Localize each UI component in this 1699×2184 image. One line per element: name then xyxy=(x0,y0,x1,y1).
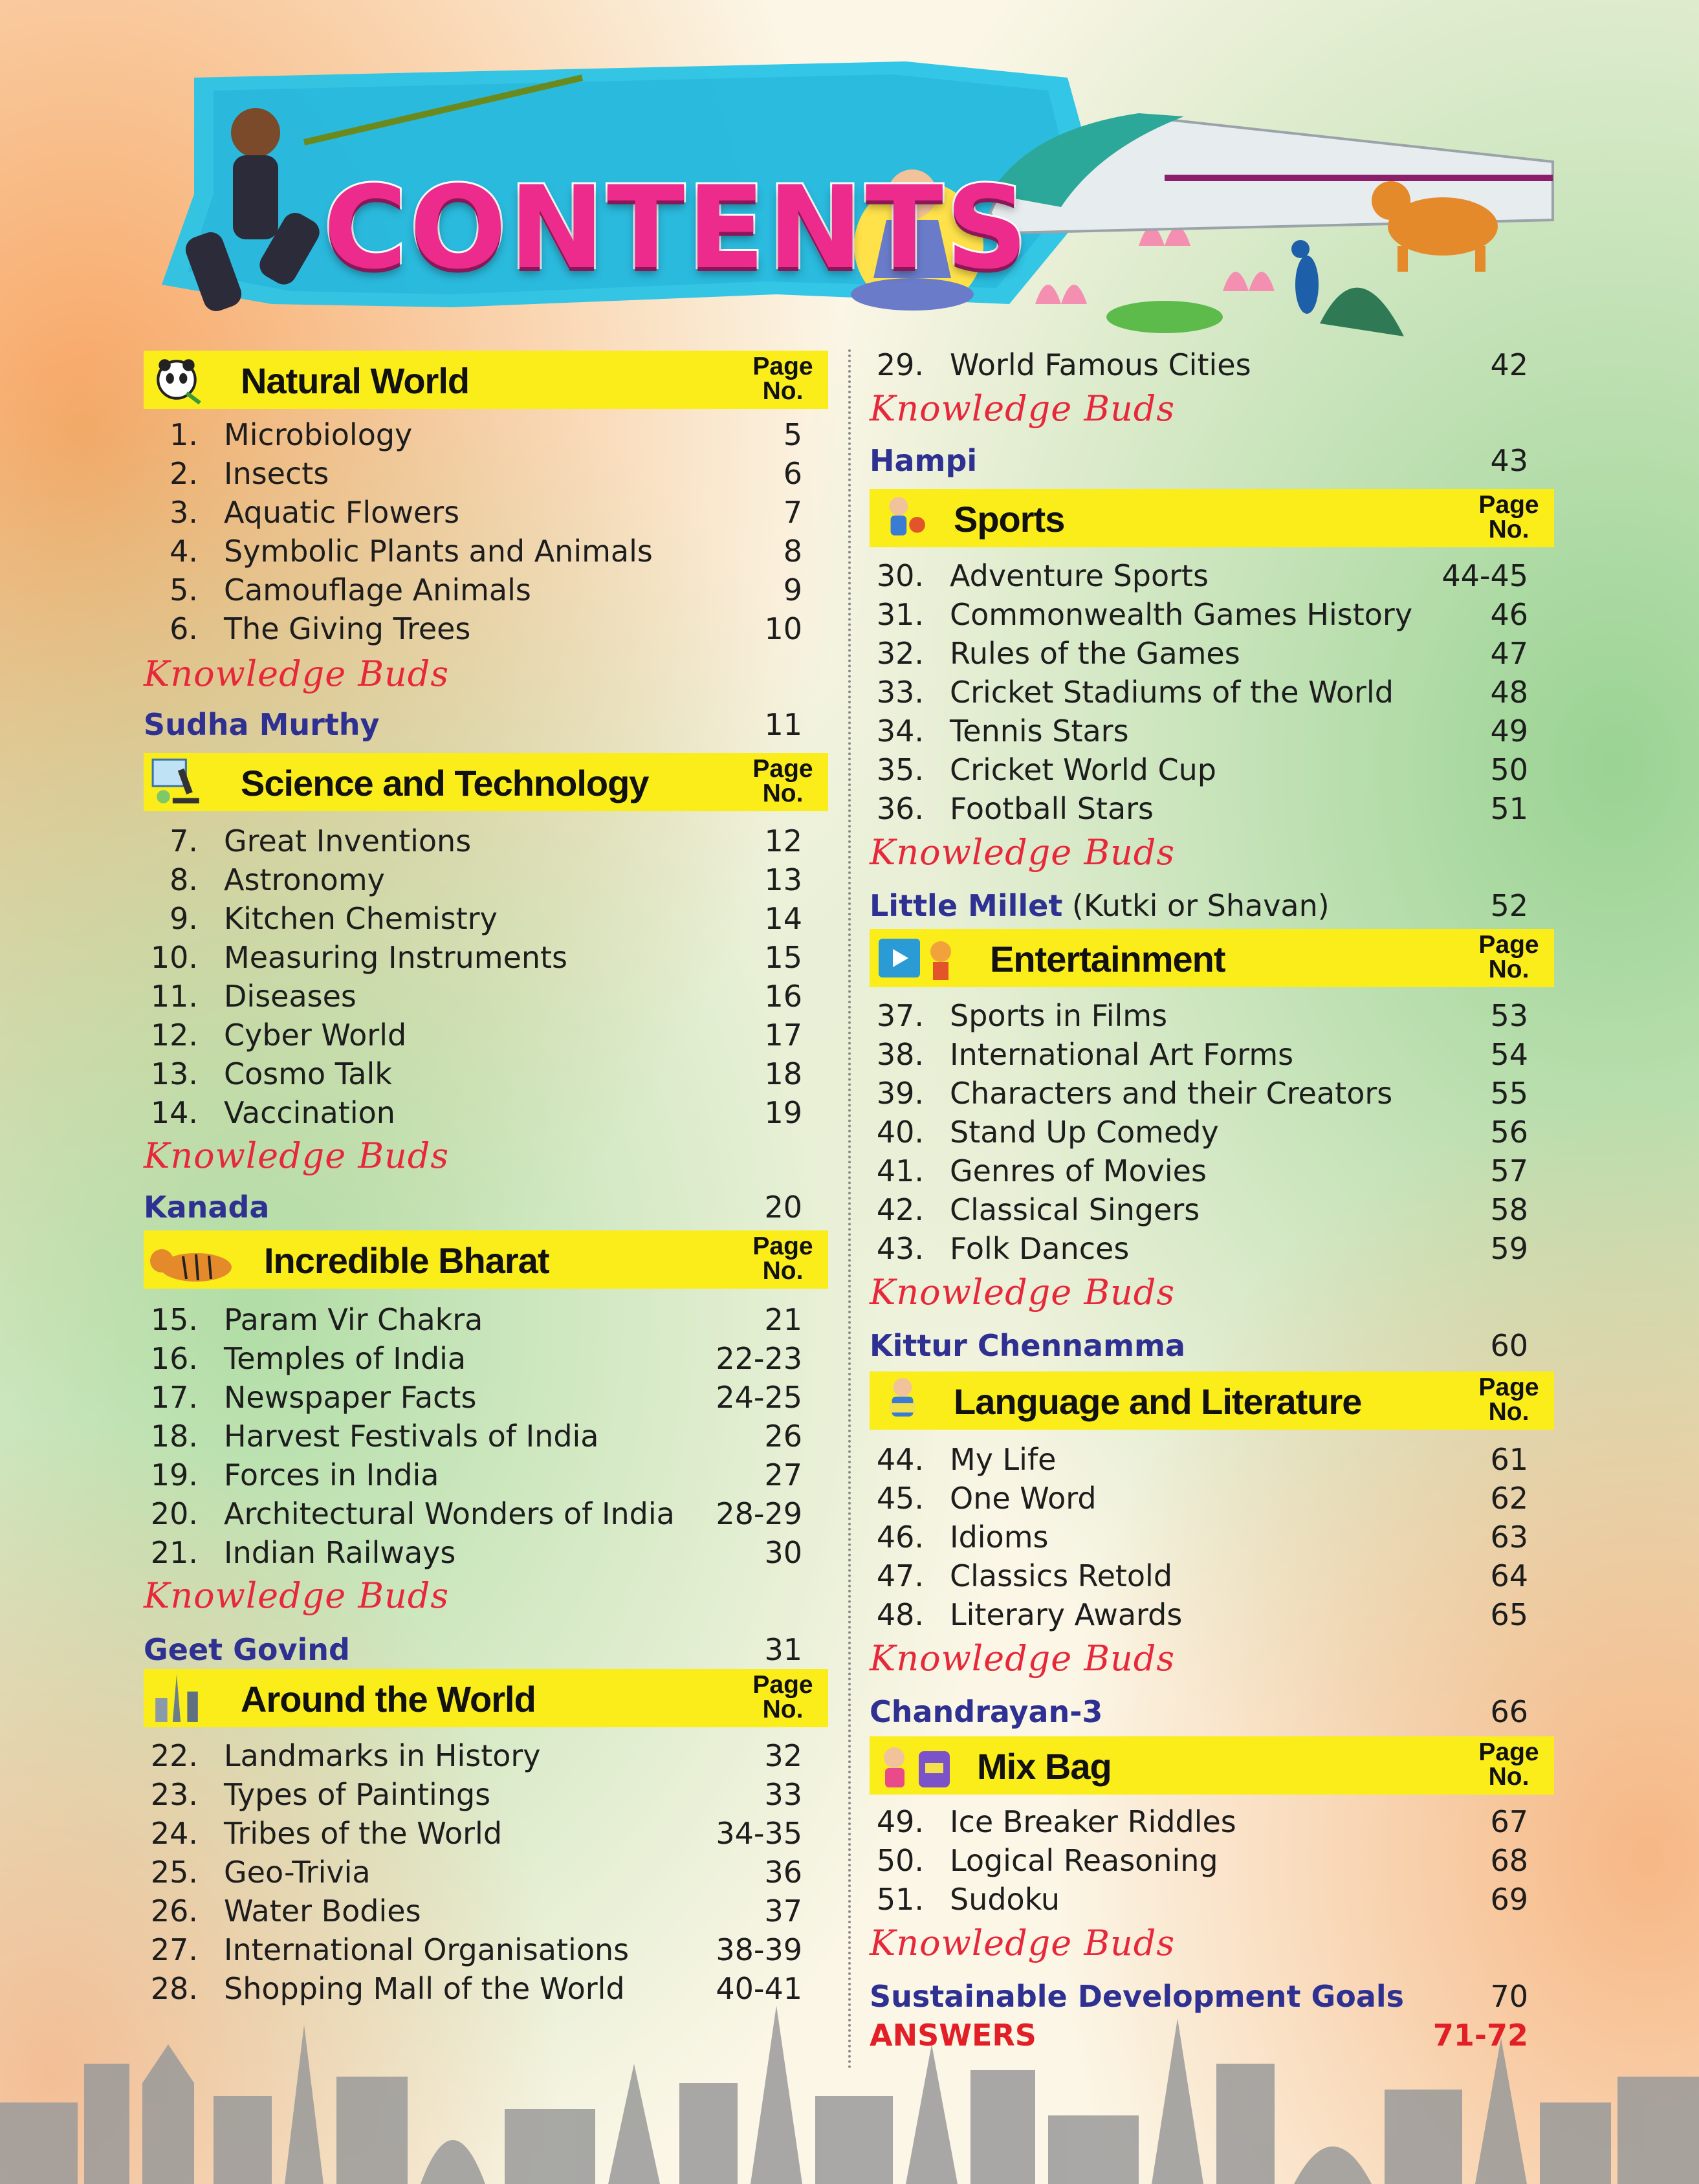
knowledge-buds-entry[interactable]: Chandrayan-3 66 xyxy=(870,1694,1528,1729)
knowledge-buds-entry[interactable]: Kittur Chennamma 60 xyxy=(870,1328,1528,1363)
column-divider xyxy=(848,349,851,2070)
toc-entry[interactable]: 24. Tribes of the World 34-35 xyxy=(150,1816,802,1851)
toc-entry[interactable]: 31. Commonwealth Games History 46 xyxy=(876,597,1528,632)
toc-entry[interactable]: 10. Measuring Instruments 15 xyxy=(150,940,802,975)
knowledge-buds-label: Knowledge Buds xyxy=(144,1575,450,1616)
toc-entry[interactable]: 12. Cyber World 17 xyxy=(150,1018,802,1053)
reading-kid-icon xyxy=(876,1374,929,1427)
toc-entry[interactable]: 28. Shopping Mall of the World 40-41 xyxy=(150,1971,802,2006)
toc-entry[interactable]: 15. Param Vir Chakra 21 xyxy=(150,1302,802,1337)
page-no-label: Page No. xyxy=(752,353,813,405)
knowledge-buds-entry[interactable]: Geet Govind 31 xyxy=(144,1632,802,1667)
toc-entry[interactable]: 16. Temples of India 22-23 xyxy=(150,1341,802,1376)
toc-entry[interactable]: 26. Water Bodies 37 xyxy=(150,1894,802,1928)
toc-entry[interactable]: 37. Sports in Films 53 xyxy=(876,998,1528,1033)
toc-entry[interactable]: 18. Harvest Festivals of India 26 xyxy=(150,1419,802,1454)
toc-entry[interactable]: 6. The Giving Trees 10 xyxy=(170,611,802,646)
lotus-pond xyxy=(1035,226,1275,333)
toc-entry[interactable]: 39. Characters and their Creators 55 xyxy=(876,1076,1528,1111)
knowledge-buds-label: Knowledge Buds xyxy=(144,1135,450,1176)
page-no-label: Page No. xyxy=(1478,931,1539,983)
knowledge-buds-entry[interactable]: Sudha Murthy 11 xyxy=(144,707,802,742)
section-header-natural-world xyxy=(144,351,828,409)
knowledge-buds-label: Knowledge Buds xyxy=(870,1272,1176,1313)
knowledge-buds-label: Knowledge Buds xyxy=(870,1923,1176,1963)
toc-entry[interactable]: 13. Cosmo Talk 18 xyxy=(150,1056,802,1091)
knowledge-buds-label: Knowledge Buds xyxy=(870,388,1176,429)
toc-entry[interactable]: 25. Geo-Trivia 36 xyxy=(150,1855,802,1890)
contents-header xyxy=(0,0,1699,349)
toc-entry[interactable]: 44. My Life 61 xyxy=(876,1442,1528,1477)
schoolbag-icon xyxy=(876,1739,967,1792)
toc-entry[interactable]: 42. Classical Singers 58 xyxy=(876,1192,1528,1227)
section-title: Incredible Bharat xyxy=(264,1240,549,1281)
tiger-icon xyxy=(148,1233,238,1286)
page-no-label: Page No. xyxy=(752,755,813,807)
section-header-language-literature xyxy=(870,1371,1554,1430)
microscope-icon xyxy=(150,756,203,809)
section-title: Entertainment xyxy=(990,939,1225,979)
section-title: Language and Literature xyxy=(954,1381,1362,1422)
toc-entry[interactable]: 33. Cricket Stadiums of the World 48 xyxy=(876,675,1528,710)
page-no-label: Page No. xyxy=(1478,1738,1539,1791)
knowledge-buds-entry[interactable]: Sustainable Development Goals 70 xyxy=(870,1979,1528,2014)
section-header-science-technology xyxy=(144,753,828,811)
page-no-label: Page No. xyxy=(752,1671,813,1723)
section-header-around-the-world xyxy=(144,1669,828,1727)
toc-entry[interactable]: 38. International Art Forms 54 xyxy=(876,1037,1528,1072)
toc-entry[interactable]: 9. Kitchen Chemistry 14 xyxy=(170,901,802,936)
knowledge-buds-entry[interactable]: Little Millet (Kutki or Shavan) 52 xyxy=(870,888,1528,923)
toc-entry[interactable]: 3. Aquatic Flowers 7 xyxy=(170,495,802,530)
knowledge-buds-label: Knowledge Buds xyxy=(870,832,1176,873)
toc-entry[interactable]: 23. Types of Paintings 33 xyxy=(150,1777,802,1812)
film-reel-icon xyxy=(876,932,967,985)
toc-entry[interactable]: 51. Sudoku 69 xyxy=(876,1882,1528,1917)
toc-entry[interactable]: 22. Landmarks in History 32 xyxy=(150,1738,802,1773)
toc-entry[interactable]: 14. Vaccination 19 xyxy=(150,1095,802,1130)
peacock xyxy=(1291,240,1404,336)
page-no-label: Page No. xyxy=(752,1232,813,1285)
toc-entry[interactable]: 4. Symbolic Plants and Animals 8 xyxy=(170,534,802,569)
toc-entry[interactable]: 35. Cricket World Cup 50 xyxy=(876,752,1528,787)
toc-entry[interactable]: 45. One Word 62 xyxy=(876,1481,1528,1516)
knowledge-buds-label: Knowledge Buds xyxy=(870,1638,1176,1679)
toc-entry[interactable]: 21. Indian Railways 30 xyxy=(150,1535,802,1570)
toc-entry[interactable]: 1. Microbiology 5 xyxy=(170,417,802,452)
landmarks-icon xyxy=(150,1672,203,1725)
knowledge-buds-label: Knowledge Buds xyxy=(144,653,450,694)
toc-entry[interactable]: 40. Stand Up Comedy 56 xyxy=(876,1115,1528,1150)
toc-entry[interactable]: 11. Diseases 16 xyxy=(150,979,802,1014)
section-title: Natural World xyxy=(241,360,470,401)
section-header-incredible-bharat xyxy=(144,1230,828,1289)
toc-entry[interactable]: 29. World Famous Cities 42 xyxy=(876,347,1528,382)
toc-entry[interactable]: 41. Genres of Movies 57 xyxy=(876,1153,1528,1188)
section-header-entertainment xyxy=(870,929,1554,987)
toc-entry[interactable]: 5. Camouflage Animals 9 xyxy=(170,573,802,607)
page-title: CONTENTS xyxy=(323,162,1031,294)
section-header-mix-bag xyxy=(870,1736,1554,1795)
answers-entry[interactable]: ANSWERS 71-72 xyxy=(870,2018,1528,2053)
toc-entry[interactable]: 19. Forces in India 27 xyxy=(150,1458,802,1492)
section-header-sports xyxy=(870,489,1554,547)
toc-entry[interactable]: 8. Astronomy 13 xyxy=(170,862,802,897)
toc-entry[interactable]: 17. Newspaper Facts 24-25 xyxy=(150,1380,802,1415)
panda-icon xyxy=(150,353,203,406)
toc-entry[interactable]: 43. Folk Dances 59 xyxy=(876,1231,1528,1266)
section-title: Mix Bag xyxy=(977,1746,1112,1787)
toc-entry[interactable]: 30. Adventure Sports 44-45 xyxy=(876,558,1528,593)
toc-entry[interactable]: 46. Idioms 63 xyxy=(876,1520,1528,1555)
toc-entry[interactable]: 34. Tennis Stars 49 xyxy=(876,714,1528,748)
toc-entry[interactable]: 2. Insects 6 xyxy=(170,456,802,491)
section-title: Around the World xyxy=(241,1679,536,1720)
toc-entry[interactable]: 49. Ice Breaker Riddles 67 xyxy=(876,1804,1528,1839)
toc-entry[interactable]: 50. Logical Reasoning 68 xyxy=(876,1843,1528,1878)
page-no-label: Page No. xyxy=(1478,491,1539,543)
kid-with-ball-icon xyxy=(876,492,929,545)
knowledge-buds-entry[interactable]: Hampi 43 xyxy=(870,443,1528,478)
toc-entry[interactable]: 47. Classics Retold 64 xyxy=(876,1558,1528,1593)
toc-entry[interactable]: 32. Rules of the Games 47 xyxy=(876,636,1528,671)
section-title: Science and Technology xyxy=(241,763,649,803)
toc-entry[interactable]: 48. Literary Awards 65 xyxy=(876,1597,1528,1632)
toc-entry[interactable]: 27. International Organisations 38-39 xyxy=(150,1932,802,1967)
page-no-label: Page No. xyxy=(1478,1373,1539,1426)
section-title: Sports xyxy=(954,499,1065,540)
knowledge-buds-entry[interactable]: Kanada 20 xyxy=(144,1190,802,1225)
toc-entry[interactable]: 20. Architectural Wonders of India 28-29 xyxy=(150,1496,802,1531)
toc-entry[interactable]: 36. Football Stars 51 xyxy=(876,791,1528,826)
toc-entry[interactable]: 7. Great Inventions 12 xyxy=(170,824,802,858)
